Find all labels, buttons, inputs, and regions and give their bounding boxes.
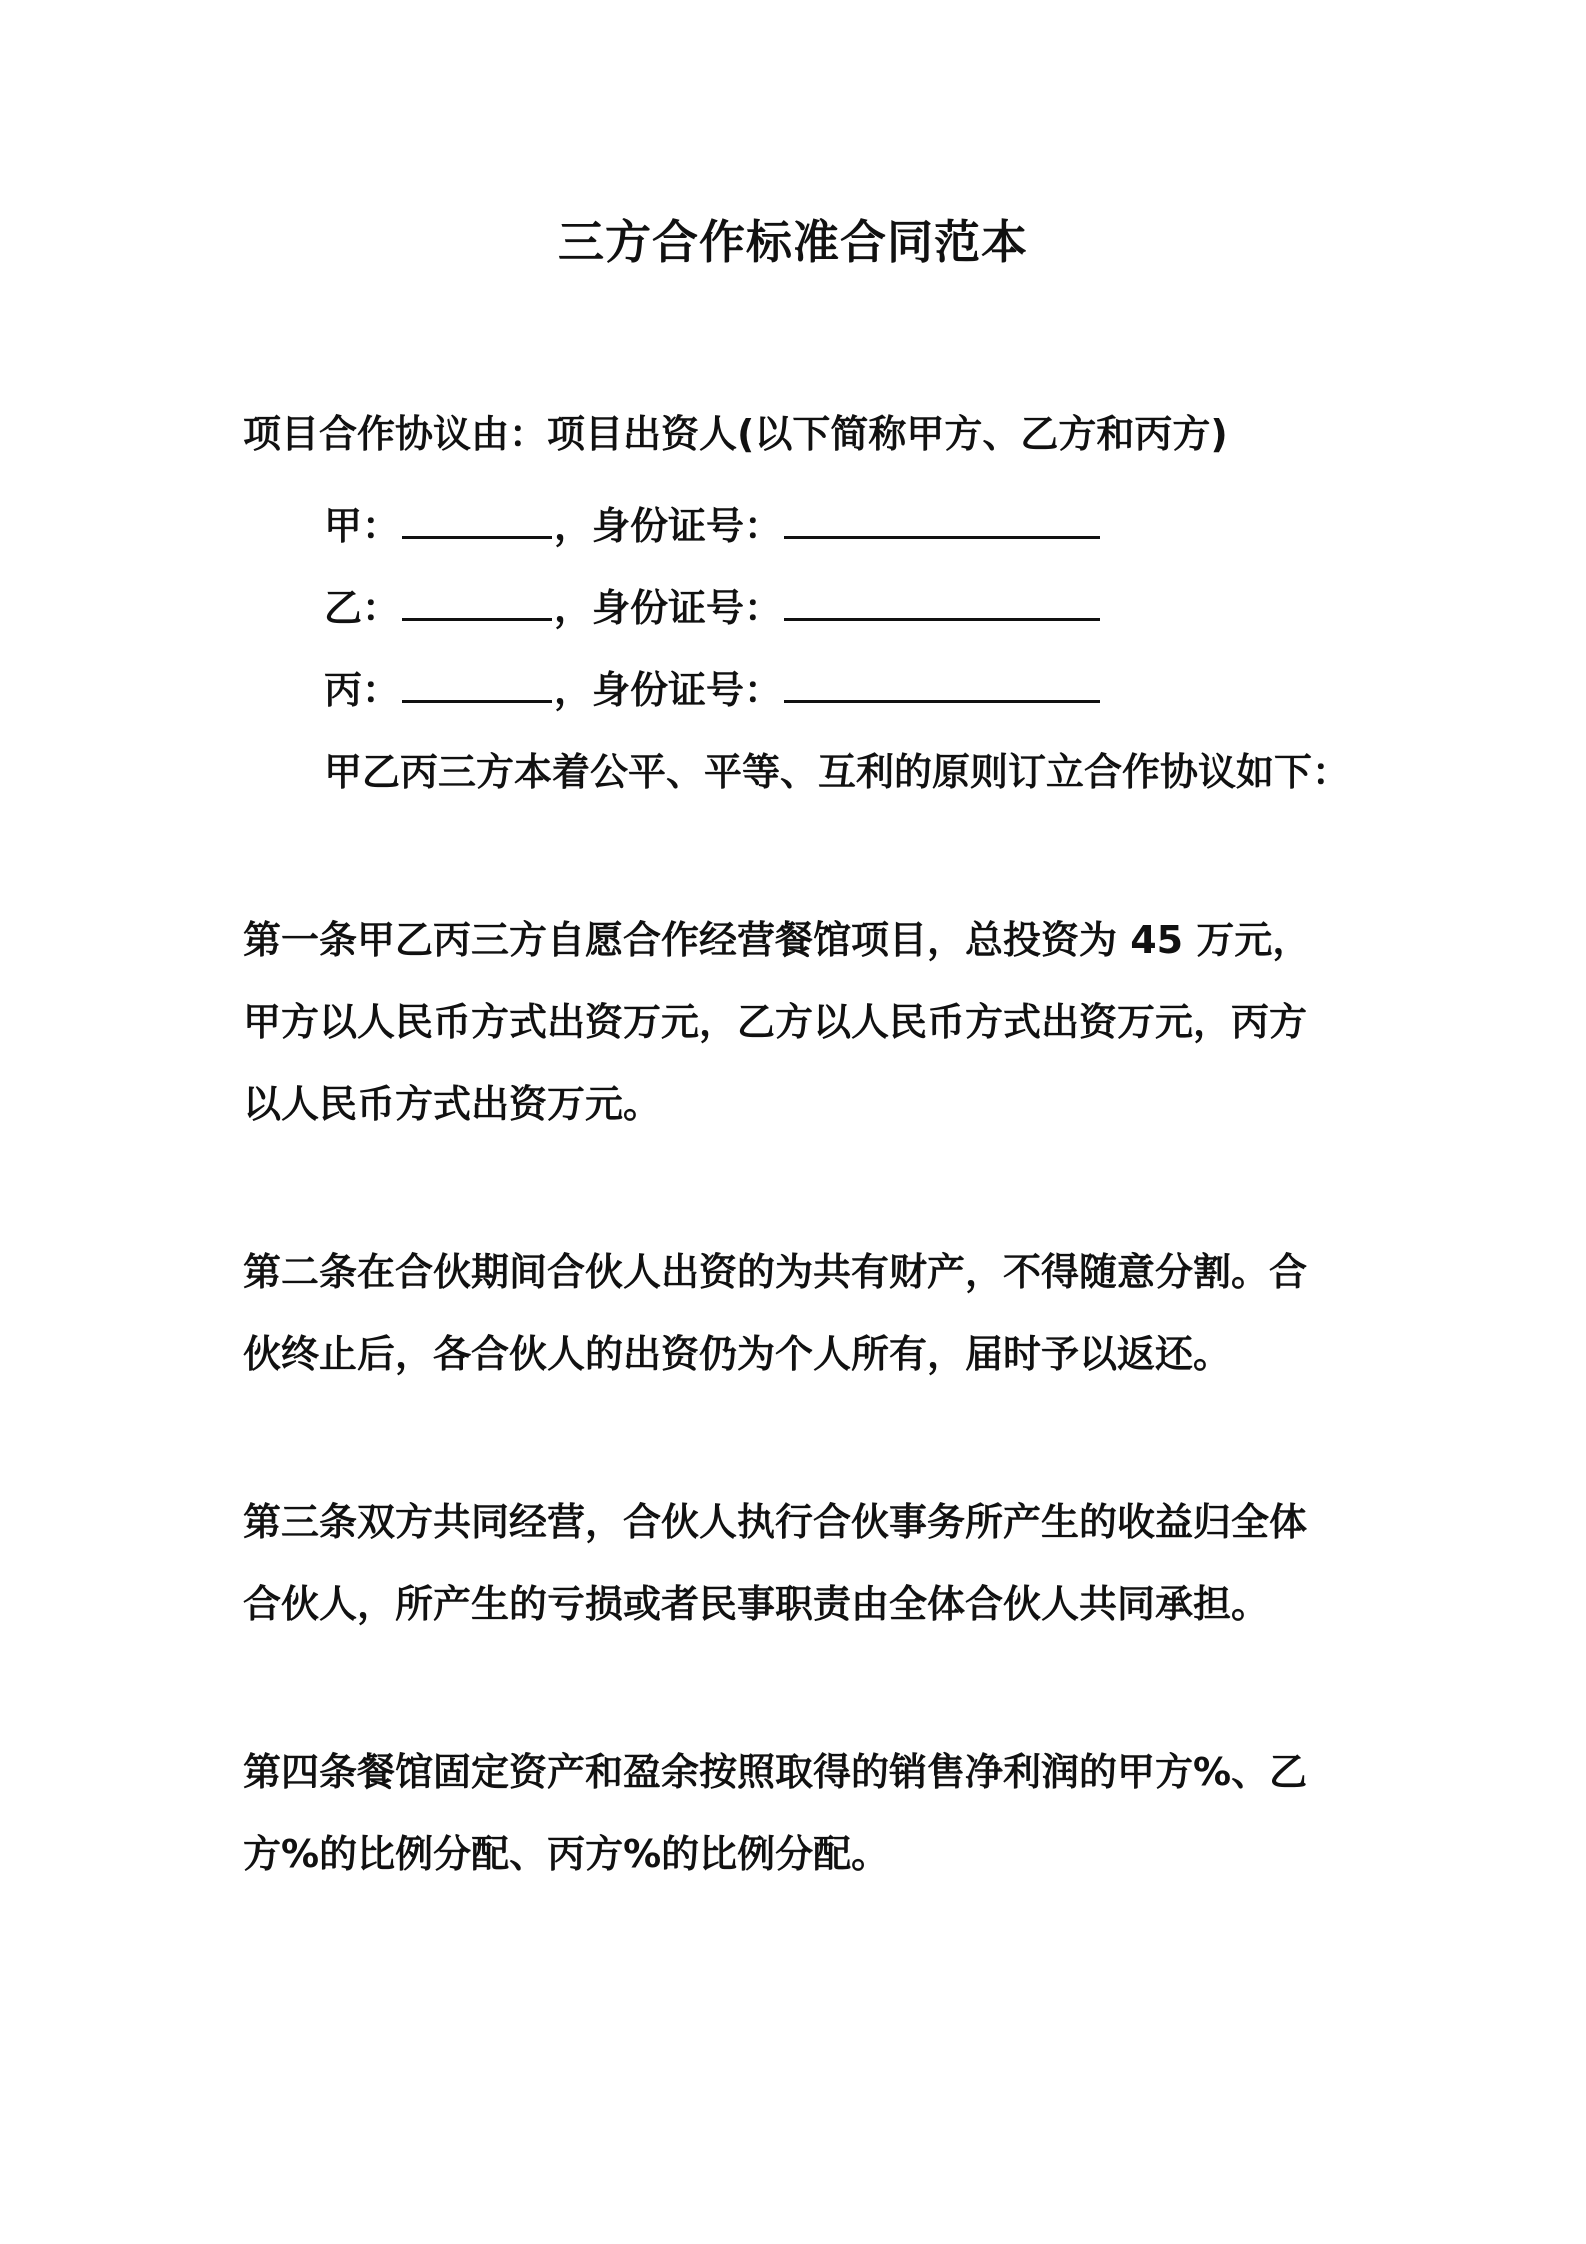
intro-line: 项目合作协议由：项目出资人(以下简称甲方、乙方和丙方) (243, 412, 1228, 456)
article-3-line-1: 第三条双方共同经营，合伙人执行合伙事务所产生的收益归全体 (243, 1500, 1308, 1544)
article-2-line-2: 伙终止后，各合伙人的出资仍为个人所有，届时予以返还。 (243, 1332, 1232, 1376)
id-label: ，身份证号： (554, 668, 783, 712)
article-1-line-1: 第一条甲乙丙三方自愿合作经营餐馆项目，总投资为 45 万元， (243, 918, 1311, 962)
party-line-jia (324, 500, 1102, 552)
article-4-line-1: 第四条餐馆固定资产和盈余按照取得的销售净利润的甲方%、乙 (243, 1750, 1308, 1794)
name-blank (402, 584, 552, 621)
page-title: 三方合作标准合同范本 (558, 215, 1028, 269)
article-3-line-2: 合伙人，所产生的亏损或者民事职责由全体合伙人共同承担。 (243, 1582, 1270, 1626)
article-1-line-3: 以人民币方式出资万元。 (243, 1082, 662, 1126)
party-line-yi (324, 582, 1102, 634)
id-label: ，身份证号： (554, 504, 783, 548)
id-label: ，身份证号： (554, 586, 783, 630)
party-label: 甲： (324, 504, 401, 548)
name-blank (402, 502, 552, 539)
article-2-line-1: 第二条在合伙期间合伙人出资的为共有财产，不得随意分割。合 (243, 1250, 1308, 1294)
id-number-blank (784, 584, 1100, 621)
party-label: 丙： (324, 668, 401, 712)
article-1-line-2: 甲方以人民币方式出资万元，乙方以人民币方式出资万元，丙方 (243, 1000, 1308, 1044)
name-blank (402, 666, 552, 703)
id-number-blank (784, 502, 1100, 539)
party-label: 乙： (324, 586, 401, 630)
party-line-bing (324, 664, 1102, 716)
id-number-blank (784, 666, 1100, 703)
principle-line: 甲乙丙三方本着公平、平等、互利的原则订立合作协议如下： (324, 750, 1351, 794)
article-4-line-2: 方%的比例分配、丙方%的比例分配。 (243, 1832, 890, 1876)
